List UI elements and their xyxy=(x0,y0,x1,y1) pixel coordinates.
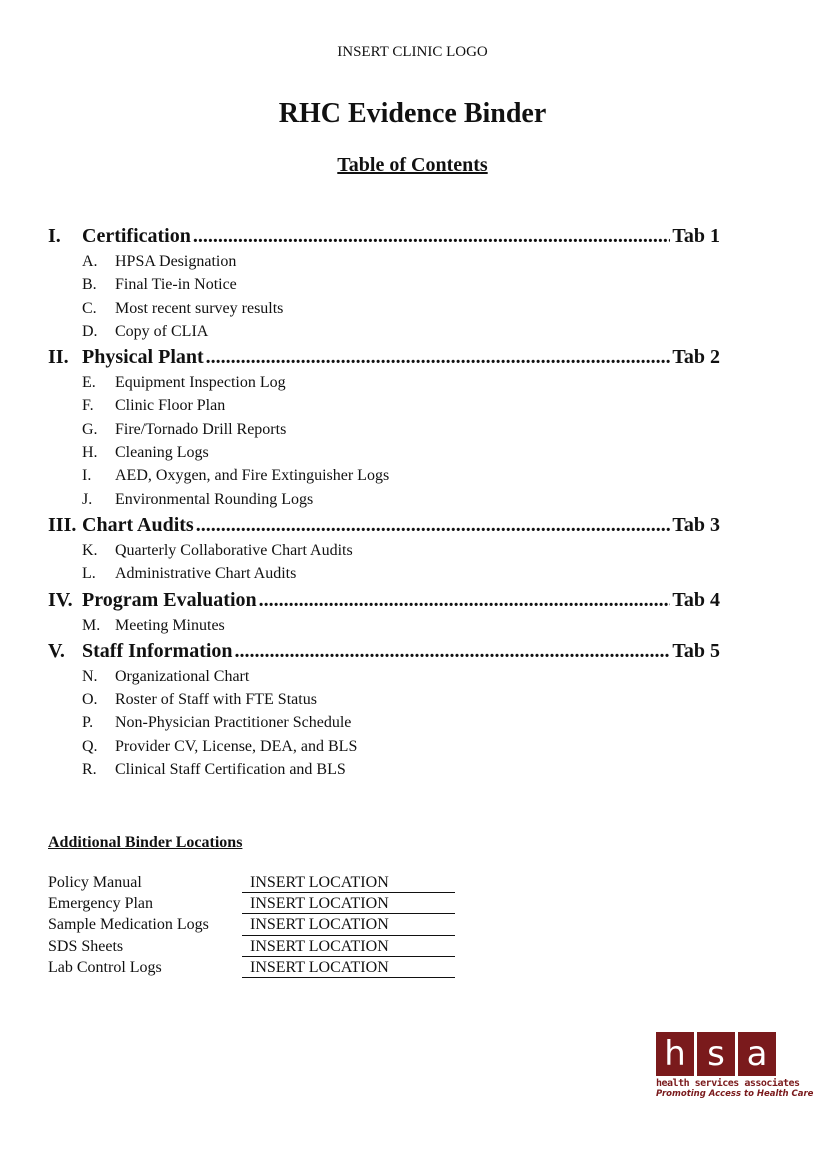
item-text: Quarterly Collaborative Chart Audits xyxy=(115,541,353,559)
location-field[interactable]: INSERT LOCATION xyxy=(242,893,455,914)
section-items xyxy=(48,539,720,586)
dot-leader xyxy=(196,511,671,539)
section-tab: Tab 3 xyxy=(672,513,720,536)
item-text: Clinic Floor Plan xyxy=(115,397,226,415)
section-title: Chart Audits xyxy=(82,513,194,536)
toc-item xyxy=(48,394,720,417)
toc-item xyxy=(48,539,720,562)
section-numeral: III. xyxy=(48,513,77,536)
toc-item xyxy=(48,371,720,394)
item-letter: L. xyxy=(82,565,96,583)
item-letter: F. xyxy=(82,397,94,415)
location-label: Emergency Plan xyxy=(48,895,154,913)
section-title: Program Evaluation xyxy=(82,588,257,611)
item-letter: B. xyxy=(82,276,97,294)
toc-item xyxy=(48,273,720,296)
location-row xyxy=(48,936,468,957)
section-items xyxy=(48,665,720,781)
location-field[interactable]: INSERT LOCATION xyxy=(242,914,455,935)
item-text: Clinical Staff Certification and BLS xyxy=(115,761,346,779)
toc-item xyxy=(48,711,720,734)
location-row xyxy=(48,893,468,914)
location-label: SDS Sheets xyxy=(48,937,124,955)
location-row xyxy=(48,914,468,935)
item-letter: K. xyxy=(82,541,98,559)
additional-locations-heading: Additional Binder Locations xyxy=(48,834,243,851)
item-letter: Q. xyxy=(82,737,98,755)
item-text: Administrative Chart Audits xyxy=(115,565,297,583)
dot-leader xyxy=(193,222,671,250)
section-tab: Tab 4 xyxy=(672,588,720,611)
toc-item xyxy=(48,441,720,464)
section-numeral: IV. xyxy=(48,588,73,611)
toc-section-physical-plant xyxy=(48,343,720,371)
item-text: AED, Oxygen, and Fire Extinguisher Logs xyxy=(115,467,390,485)
section-title: Certification xyxy=(82,225,191,247)
location-row xyxy=(48,872,468,893)
section-items xyxy=(48,250,720,343)
item-text: Copy of CLIA xyxy=(115,322,209,340)
item-letter: E. xyxy=(82,374,96,392)
item-letter: D. xyxy=(82,322,98,340)
hsa-letter-a: a xyxy=(738,1032,776,1076)
hsa-letter-h: h xyxy=(656,1032,694,1076)
dot-leader xyxy=(206,343,671,371)
section-title: Staff Information xyxy=(82,639,233,662)
toc-section-chart-audits xyxy=(48,511,720,539)
binder-locations-table xyxy=(48,872,468,978)
toc-item xyxy=(48,758,720,781)
item-letter: N. xyxy=(82,667,98,685)
item-letter: P. xyxy=(82,714,94,732)
document-title: RHC Evidence Binder xyxy=(278,98,547,129)
item-letter: O. xyxy=(82,691,98,709)
item-text: HPSA Designation xyxy=(115,253,237,270)
toc-section-program-evaluation xyxy=(48,586,720,614)
hsa-tagline: Promoting Access to Health Care xyxy=(656,1089,814,1099)
item-text: Cleaning Logs xyxy=(115,444,209,462)
toc-item xyxy=(48,735,720,758)
section-items xyxy=(48,371,720,511)
location-field[interactable]: INSERT LOCATION xyxy=(242,957,455,978)
item-letter: A. xyxy=(82,253,98,270)
item-text: Organizational Chart xyxy=(115,667,250,685)
item-text: Final Tie-in Notice xyxy=(115,276,237,294)
section-numeral: I. xyxy=(48,225,61,247)
item-text: Equipment Inspection Log xyxy=(115,374,286,392)
toc-item xyxy=(48,488,720,511)
location-label: Lab Control Logs xyxy=(48,958,162,976)
item-text: Environmental Rounding Logs xyxy=(115,490,314,508)
item-letter: I. xyxy=(82,467,92,485)
clinic-logo-placeholder: INSERT CLINIC LOGO xyxy=(337,44,488,60)
item-text: Roster of Staff with FTE Status xyxy=(115,691,317,709)
item-letter: M. xyxy=(82,616,101,634)
item-letter: G. xyxy=(82,420,98,438)
toc-item xyxy=(48,250,720,273)
section-items xyxy=(48,614,720,637)
toc-item xyxy=(48,297,720,320)
item-text: Provider CV, License, DEA, and BLS xyxy=(115,737,358,755)
section-numeral: II. xyxy=(48,346,69,369)
location-row xyxy=(48,957,468,978)
dot-leader xyxy=(235,637,671,665)
location-field[interactable]: INSERT LOCATION xyxy=(242,936,455,957)
item-text: Most recent survey results xyxy=(115,299,284,317)
item-letter: C. xyxy=(82,299,97,317)
hsa-company-name: health services associates xyxy=(656,1078,800,1089)
toc-item xyxy=(48,418,720,441)
table-of-contents xyxy=(48,222,720,781)
hsa-letter-boxes xyxy=(656,1032,782,1076)
toc-section-certification xyxy=(48,222,720,250)
toc-item xyxy=(48,688,720,711)
item-letter: J. xyxy=(82,490,93,508)
dot-leader xyxy=(259,586,671,614)
section-numeral: V. xyxy=(48,639,65,662)
section-tab: Tab 1 xyxy=(672,225,720,247)
section-tab: Tab 5 xyxy=(672,639,720,662)
location-label: Policy Manual xyxy=(48,874,142,891)
item-text: Fire/Tornado Drill Reports xyxy=(115,420,287,438)
toc-item xyxy=(48,562,720,585)
location-field[interactable]: INSERT LOCATION xyxy=(242,872,455,893)
item-text: Meeting Minutes xyxy=(115,616,225,634)
item-letter: R. xyxy=(82,761,97,779)
toc-section-staff-information xyxy=(48,637,720,665)
section-tab: Tab 2 xyxy=(672,346,720,369)
hsa-logo xyxy=(656,1032,814,1104)
item-text: Non-Physician Practitioner Schedule xyxy=(115,714,352,732)
toc-item xyxy=(48,320,720,343)
hsa-letter-s: s xyxy=(697,1032,735,1076)
location-label: Sample Medication Logs xyxy=(48,916,209,934)
toc-item xyxy=(48,614,720,637)
toc-item xyxy=(48,665,720,688)
toc-item xyxy=(48,464,720,487)
section-title: Physical Plant xyxy=(82,346,204,369)
item-letter: H. xyxy=(82,444,98,462)
table-of-contents-heading: Table of Contents xyxy=(337,154,488,176)
